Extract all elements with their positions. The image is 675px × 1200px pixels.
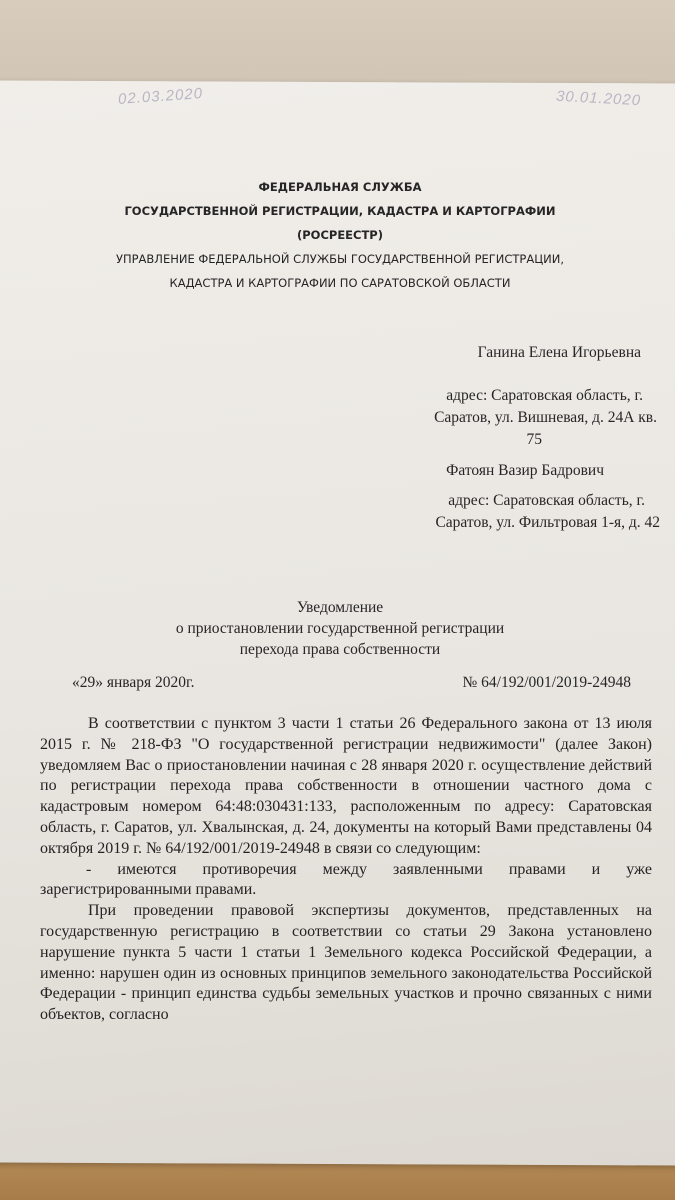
agency-header-line2: ГОСУДАРСТВЕННОЙ РЕГИСТРАЦИИ, КАДАСТРА И КАРТОГРАФИИ	[124, 204, 556, 218]
body-paragraph-3: При проведении правовой экспертизы документов, представленных на государственную регистрацию в соответствии со статьи 29 Закона установлено нарушение пункта 5 части 1 статьи 1 Земельного кодекса Российской Федерации, а именно: нарушен один из основных принципов земельного законодательства Российской Федерации - принцип единства судьбы земельных участков и прочно связанных с ними объектов, согласно	[40, 902, 652, 1024]
notice-date: «29» января 2020г.	[72, 674, 195, 691]
recipient-2-address-line2: Саратов, ул. Фильтровая 1-я, д. 42	[435, 514, 660, 531]
notice-subtitle-line2: перехода права собственности	[239, 641, 441, 658]
agency-subheader-line1: УПРАВЛЕНИЕ ФЕДЕРАЛЬНОЙ СЛУЖБЫ ГОСУДАРСТВЕННОЙ РЕГИСТРАЦИИ,	[115, 252, 565, 266]
recipient-2-address-line1: адрес: Саратовская область, г.	[448, 492, 645, 509]
body-paragraph-1: В соответствии с пунктом 3 части 1 статьи 26 Федерального закона от 13 июля 2015 г. № 218-ФЗ "О государственной регистрации недвижимости" (далее Закон) уведомляем Вас о приостановлении начиная с 28 января 2020 г. осуществление действий по регистрации перехода права собственности в отношении частного дома с кадастровым номером 64:48:030431:133, расположенным по адресу: Саратовская область, г. Саратов, ул. Хвалынская, д. 24, документы на который Вами представлены 04 октября 2019 г. № 64/192/001/2019-24948 в связи со следующим:	[40, 715, 652, 857]
recipient-1-address-line1: адрес: Саратовская область, г.	[446, 387, 643, 404]
agency-header-line3: (РОСРЕЕСТР)	[296, 228, 383, 242]
body-paragraph-2: - имеются противоречия между заявленными правами и уже зарегистрированными правами.	[40, 860, 652, 899]
notice-title: Уведомление	[296, 599, 384, 616]
handwritten-date-stamp-left: 02.03.2020	[117, 85, 204, 108]
recipient-1-name: Ганина Елена Игорьевна	[477, 344, 641, 361]
agency-header-line1: ФЕДЕРАЛЬНАЯ СЛУЖБА	[258, 180, 422, 194]
notice-number: № 64/192/001/2019-24948	[462, 674, 631, 691]
notice-subtitle-line1: о приостановлении государственной регистрации	[175, 620, 505, 637]
recipient-1-address-line3: 75	[526, 431, 542, 448]
handwritten-date-stamp-right: 30.01.2020	[555, 87, 642, 110]
recipient-2-name: Фатоян Вазир Бадрович	[446, 462, 604, 479]
agency-subheader-line2: КАДАСТРА И КАРТОГРАФИИ ПО САРАТОВСКОЙ ОБЛАСТИ	[169, 276, 511, 290]
notice-body	[40, 714, 652, 1026]
recipient-1-address-line2: Саратов, ул. Вишневая, д. 24А кв.	[434, 409, 657, 426]
